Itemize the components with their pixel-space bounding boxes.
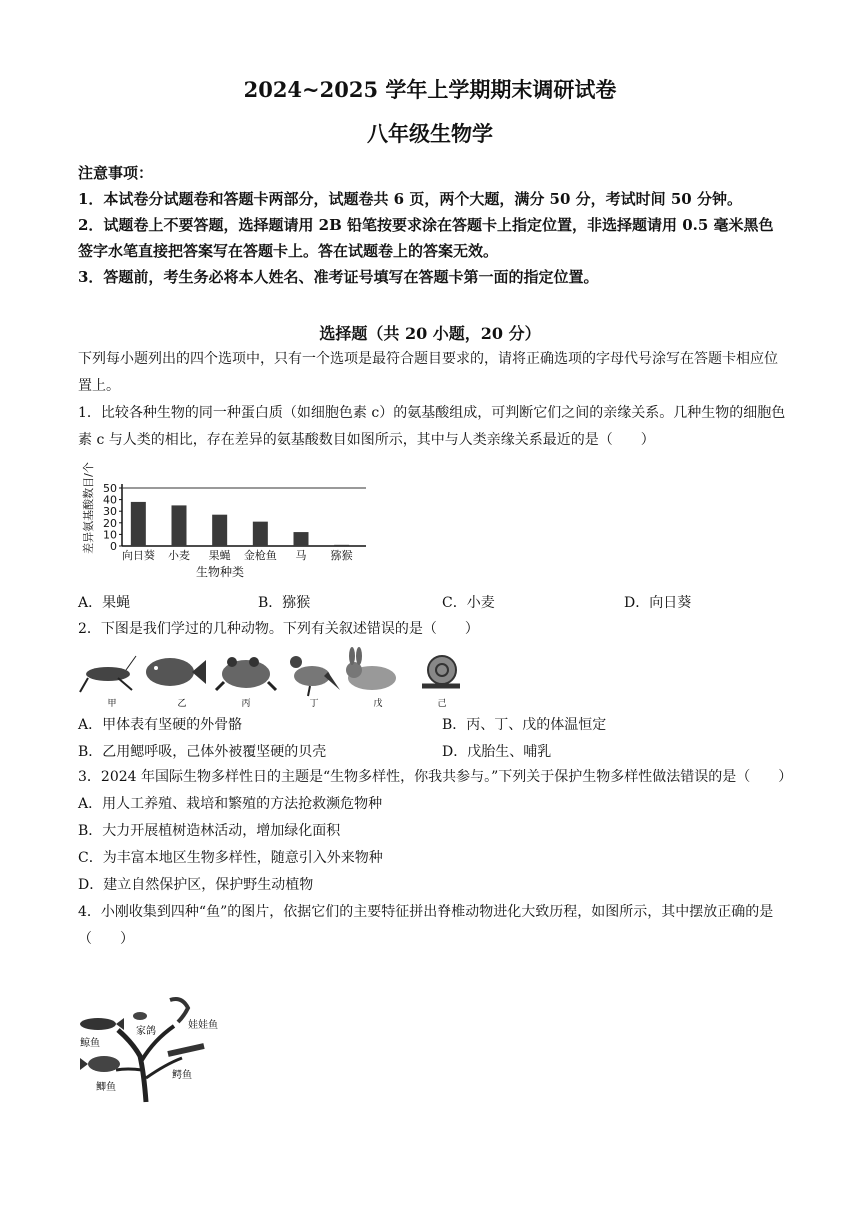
option-a[interactable]: A．果蝇 bbox=[78, 595, 131, 611]
animals-figure bbox=[78, 646, 468, 710]
tree-label: 家鸽 bbox=[136, 1026, 156, 1037]
option-c[interactable]: B．乙用鳃呼吸，己体外被覆坚硬的贝壳 bbox=[78, 744, 327, 760]
grasshopper-icon bbox=[80, 656, 136, 692]
animal-label: 己 bbox=[437, 699, 447, 709]
question-2-options-row2 bbox=[78, 741, 788, 765]
notes-heading: 注意事项： bbox=[78, 164, 154, 182]
option-a[interactable]: A．甲体表有坚硬的外骨骼 bbox=[78, 717, 243, 733]
section-heading: 选择题（共 20 小题，20 分） bbox=[319, 324, 541, 343]
animal-label: 丙 bbox=[241, 699, 251, 709]
question-2 bbox=[78, 616, 788, 643]
question-3 bbox=[78, 764, 793, 953]
question-3-stem: 3．2024 年国际生物多样性日的主题是“生物多样性，你我共参与。”下列关于保护生物多样性做法错误的是（ ） bbox=[78, 769, 793, 785]
y-tick-label: 0 bbox=[110, 540, 117, 553]
x-tick-label: 金枪鱼 bbox=[243, 549, 277, 562]
bar bbox=[212, 515, 227, 546]
bar bbox=[131, 502, 146, 546]
option-d[interactable]: D．向日葵 bbox=[624, 595, 692, 611]
x-tick-label: 小麦 bbox=[168, 549, 190, 562]
rabbit-icon bbox=[346, 647, 396, 690]
y-axis-label: 差异氨基酸数目/个 bbox=[82, 462, 95, 554]
pigeon-icon bbox=[290, 656, 340, 696]
tree-label: 鲫鱼 bbox=[96, 1082, 116, 1093]
x-tick-label: 马 bbox=[295, 549, 307, 562]
animal-label: 戊 bbox=[373, 699, 383, 709]
x-tick-label: 向日葵 bbox=[121, 549, 155, 562]
y-tick-label: 50 bbox=[103, 482, 117, 495]
tree-label: 鲸鱼 bbox=[80, 1038, 100, 1049]
animal-label: 乙 bbox=[177, 699, 187, 709]
tree-label: 鳄鱼 bbox=[172, 1070, 192, 1081]
option-b[interactable]: B．猕猴 bbox=[258, 595, 311, 611]
question-1-stem: 1．比较各种生物的同一种蛋白质（如细胞色素 c）的氨基酸组成，可判断它们之间的亲缘关系。几种生物的细胞色素 c 与人类的相比，存在差异的氨基酸数目如图所示，其中与人类亲缘关系最近的是（ ） bbox=[78, 405, 786, 448]
option-b[interactable]: B．丙、丁、戊的体温恒定 bbox=[442, 717, 607, 733]
animal-label: 丁 bbox=[309, 699, 319, 709]
bar bbox=[294, 532, 309, 546]
y-tick-label: 20 bbox=[103, 516, 117, 530]
animal-label: 甲 bbox=[107, 699, 117, 709]
question-2-stem: 2．下图是我们学过的几种动物。下列有关叙述错误的是（ ） bbox=[78, 621, 479, 637]
bar bbox=[253, 522, 268, 546]
tree-label: 娃娃鱼 bbox=[188, 1020, 218, 1031]
x-axis-label: 生物种类 bbox=[195, 565, 245, 579]
option-d[interactable]: D．戊胎生、哺乳 bbox=[442, 744, 552, 760]
exam-title: 2024~2025 学年上学期期末调研试卷 bbox=[243, 77, 617, 102]
y-tick-label: 30 bbox=[103, 505, 117, 519]
notes-section bbox=[78, 160, 788, 290]
bar bbox=[172, 505, 187, 546]
crucian-carp-icon bbox=[80, 1056, 120, 1072]
snail-icon bbox=[422, 656, 460, 686]
option-c[interactable]: C．小麦 bbox=[442, 595, 495, 611]
evolution-tree-figure bbox=[78, 994, 238, 1104]
frog-icon bbox=[216, 657, 276, 690]
y-tick-label: 40 bbox=[103, 493, 117, 507]
option-c[interactable]: C．为丰富本地区生物多样性，随意引入外来物种 bbox=[78, 850, 383, 866]
x-tick-label: 果蝇 bbox=[208, 549, 231, 562]
option-a[interactable]: A．用人工养殖、栽培和繁殖的方法抢救濒危物种 bbox=[78, 796, 383, 812]
note-item: 2．试题卷上不要答题，选择题请用 2B 铅笔按要求涂在答题卡上指定位置，非选择题请用 0.5 毫米黑色签字水笔直接把答案写在答题卡上。答在试题卷上的答案无效。 bbox=[78, 216, 774, 260]
amino-acid-bar-chart bbox=[78, 462, 378, 586]
option-d[interactable]: D．建立自然保护区，保护野生动植物 bbox=[78, 877, 314, 893]
section-instruction bbox=[78, 346, 788, 454]
instruction-text: 下列每小题列出的四个选项中，只有一个选项是最符合题目要求的，请将正确选项的字母代号涂写在答题卡相应位置上。 bbox=[78, 351, 778, 394]
note-item: 3．答题前，考生务必将本人姓名、准考证号填写在答题卡第一面的指定位置。 bbox=[78, 268, 599, 286]
fish-icon bbox=[146, 658, 206, 686]
x-tick-label: 猕猴 bbox=[330, 549, 353, 562]
bar bbox=[334, 545, 349, 546]
salamander-icon bbox=[170, 999, 188, 1022]
question-2-options-row1 bbox=[78, 714, 788, 738]
crocodile-icon bbox=[168, 1046, 204, 1054]
question-1-options bbox=[78, 592, 788, 616]
pigeon-icon bbox=[133, 1012, 147, 1020]
note-item: 1．本试卷分试题卷和答题卡两部分，试题卷共 6 页，两个大题，满分 50 分，考试时间 50 分钟。 bbox=[78, 190, 742, 208]
option-b[interactable]: B．大力开展植树造林活动，增加绿化面积 bbox=[78, 823, 341, 839]
y-tick-label: 10 bbox=[103, 528, 117, 542]
exam-subtitle: 八年级生物学 bbox=[367, 121, 493, 146]
question-4-stem: 4．小刚收集到四种“鱼”的图片，依据它们的主要特征拼出脊椎动物进化大致历程，如图所示，其中摆放正确的是（ ） bbox=[78, 904, 774, 947]
whale-icon bbox=[80, 1018, 124, 1030]
